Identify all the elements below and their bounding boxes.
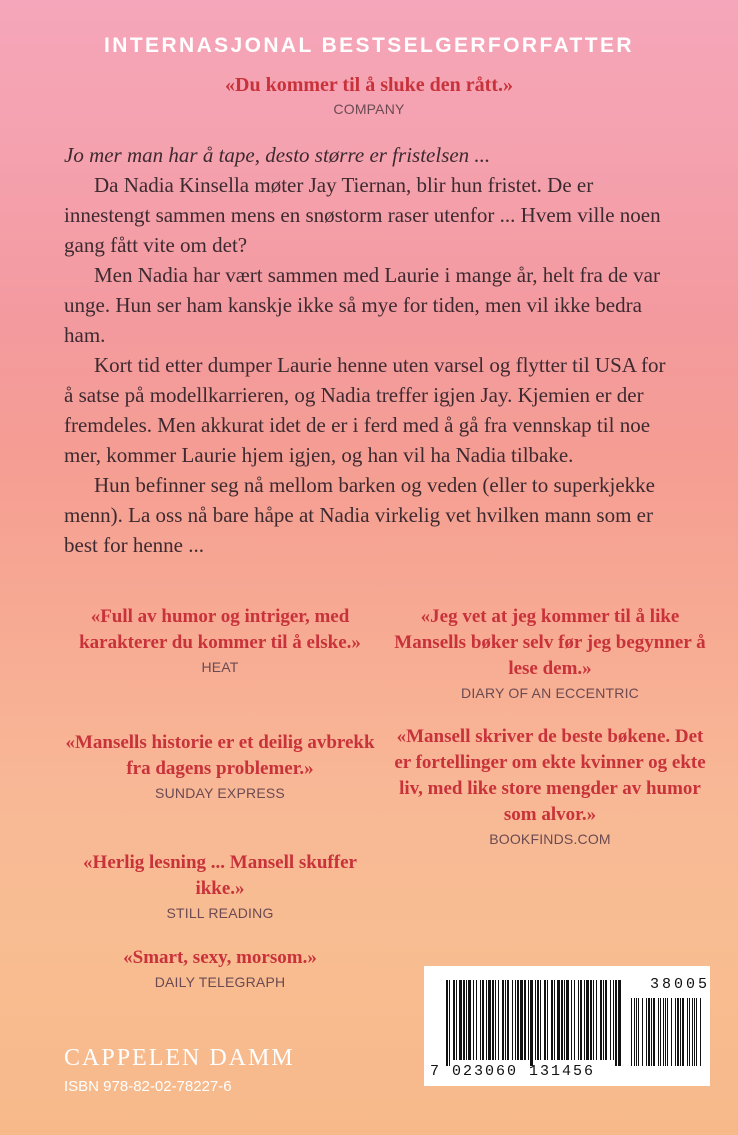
review-source: SUNDAY EXPRESS [155,785,285,801]
top-review [0,72,738,120]
review-source: STILL READING [166,905,274,921]
top-review-quote: «Du kommer til å sluke den rått.» [225,74,513,96]
review-heat [60,604,380,678]
blurb [64,140,680,560]
review-source: DAILY TELEGRAPH [154,974,286,990]
blurb-paragraph: Kort tid etter dumper Laurie henne uten varsel og flytter til USA for å satse på modellkarrieren, og Nadia treffer igjen Jay. Kjemien er der fremdeles. Men akkurat idet de er i ferd med å gå fra vennskap til noe mer, kommer Laurie hjem igjen, og han vil ha Nadia tilbake. [64,353,666,467]
top-review-source: COMPANY [333,101,405,117]
barcode-addon-number: 38005 [650,976,711,993]
header-tagline: INTERNASJONAL BESTSELGERFORFATTER [104,34,634,57]
review-still-reading [60,850,380,924]
review-quote: «Full av humor og intriger, med karakterer du kommer til å elske.» [79,606,361,653]
barcode [424,966,710,1086]
review-daily-telegraph [60,945,380,993]
isbn: ISBN 978-82-02-78227-6 [64,1078,232,1095]
barcode-ean-number: 7 023060 131456 [430,1063,596,1080]
review-source: DIARY OF AN ECCENTRIC [461,685,639,701]
blurb-paragraph: Da Nadia Kinsella møter Jay Tiernan, blir hun fristet. De er innestengt sammen mens en snøstorm raser utenfor ... Hvem ville noen gang fått vite om det? [64,173,661,257]
review-source: BOOKFINDS.COM [489,831,611,847]
review-source: HEAT [201,659,239,675]
review-diary-eccentric [390,604,710,704]
review-quote: «Herlig lesning ... Mansell skuffer ikke.» [83,852,357,899]
review-quote: «Smart, sexy, morsom.» [123,947,317,968]
publisher-logo: CAPPELEN DAMM [64,1045,295,1071]
blurb-paragraph: Hun befinner seg nå mellom barken og veden (eller to superkjekke menn). La oss nå bare håpe at Nadia virkelig vet hvilken mann som er best for henne ... [64,473,655,557]
review-quote: «Jeg vet at jeg kommer til å like Mansells bøker selv før jeg begynner å lese dem.» [394,606,706,679]
review-bookfinds [390,724,710,850]
review-quote: «Mansells historie er et deilig avbrekk fra dagens problemer.» [65,732,375,779]
review-sunday-express [60,730,380,804]
review-quote: «Mansell skriver de beste bøkene. Det er fortellinger om ekte kvinner og ekte liv, med like store mengder av humor som alvor.» [394,726,706,825]
blurb-tagline: Jo mer man har å tape, desto større er fristelsen ... [64,143,491,167]
blurb-paragraph: Men Nadia har vært sammen med Laurie i mange år, helt fra de var unge. Hun ser ham kanskje ikke så mye for tiden, men vil ikke bedra ham. [64,263,660,347]
